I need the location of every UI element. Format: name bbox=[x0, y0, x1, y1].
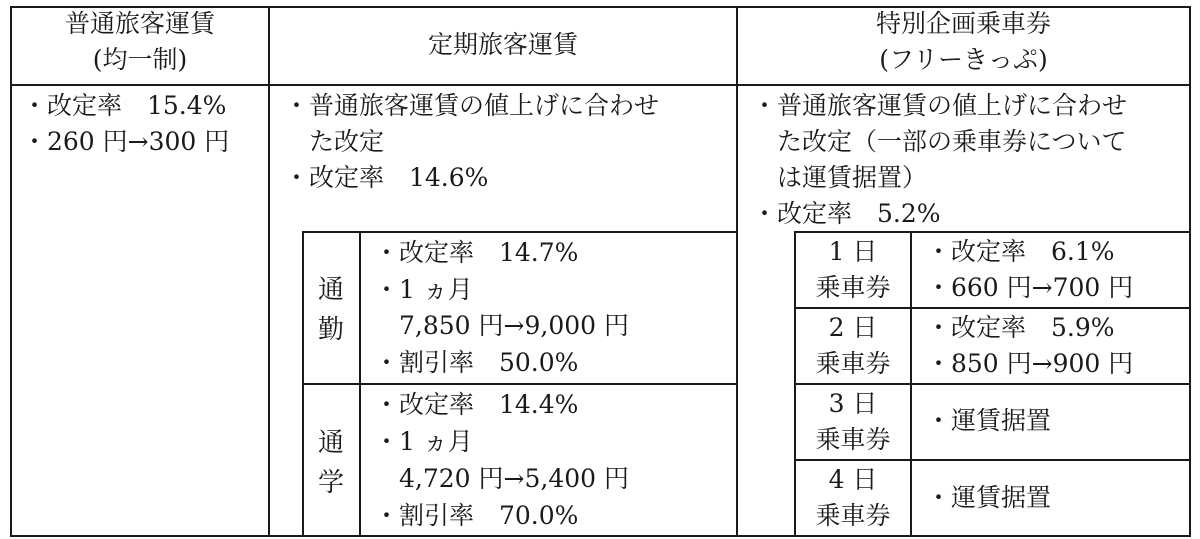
ticket-label-line: 乗車券 bbox=[815, 425, 891, 454]
ticket-3day-items bbox=[926, 403, 1051, 439]
column-divider-1 bbox=[268, 6, 270, 537]
school-pass-line: ・改定率 14.4% bbox=[374, 390, 579, 419]
ticket-label-line: 3 日 bbox=[828, 389, 878, 418]
ticket-1day-label bbox=[796, 234, 910, 306]
commuter-summary bbox=[284, 88, 659, 196]
ticket-1day-items bbox=[926, 234, 1133, 306]
ticket-label-line: 乗車券 bbox=[815, 273, 891, 302]
special-summary-line: ・普通旅客運賃の値上げに合わせ bbox=[752, 91, 1128, 120]
regular-price-change: ・260 円→300 円 bbox=[22, 127, 230, 156]
regular-rate: ・改定率 15.4% bbox=[22, 91, 227, 120]
ticket-label-line: 1 日 bbox=[828, 237, 878, 266]
ticket-item-line: ・改定率 5.9% bbox=[926, 313, 1115, 342]
special-inner-row2 bbox=[794, 383, 1190, 385]
work-pass-line: ・割引率 50.0% bbox=[374, 347, 579, 377]
school-pass-line: ・1 ヵ月 bbox=[374, 427, 473, 456]
work-pass-line: ・1 ヵ月 bbox=[374, 274, 473, 304]
commuter-inner-mid bbox=[302, 383, 737, 385]
commuter-summary-line: た改定 bbox=[284, 127, 385, 156]
work-label-char: 通 bbox=[317, 275, 344, 305]
header-divider bbox=[10, 84, 1191, 86]
school-pass-line: 4,720 円→5,400 円 bbox=[374, 464, 629, 493]
special-summary-line: ・改定率 5.2% bbox=[752, 199, 941, 228]
ticket-item-line: ・850 円→900 円 bbox=[926, 349, 1134, 378]
work-pass-items bbox=[374, 235, 629, 381]
header-special-title: 特別企画乗車券 bbox=[875, 9, 1051, 38]
regular-fare-items bbox=[22, 88, 229, 160]
school-pass-line: ・割引率 70.0% bbox=[374, 501, 579, 530]
special-summary-line: は運賃据置） bbox=[752, 163, 928, 192]
header-regular-sub: (均一制) bbox=[92, 45, 188, 74]
ticket-item-line: ・運賃据置 bbox=[926, 483, 1052, 512]
ticket-label-line: 4 日 bbox=[828, 465, 878, 494]
ticket-2day-items bbox=[926, 310, 1133, 382]
work-pass-line: 7,850 円→9,000 円 bbox=[374, 311, 629, 340]
header-commuter-fare bbox=[270, 27, 736, 63]
school-pass-items bbox=[374, 386, 629, 534]
work-label-char: 勤 bbox=[317, 315, 344, 345]
ticket-4day-label bbox=[796, 462, 910, 534]
ticket-label-line: 乗車券 bbox=[815, 349, 891, 378]
commuter-summary-line: ・普通旅客運賃の値上げに合わせ bbox=[284, 91, 660, 120]
school-label-char: 通 bbox=[317, 428, 344, 458]
column-divider-2 bbox=[736, 6, 738, 537]
ticket-item-line: ・運賃据置 bbox=[926, 406, 1052, 435]
ticket-item-line: ・660 円→700 円 bbox=[926, 273, 1134, 302]
work-pass-line: ・改定率 14.7% bbox=[374, 238, 579, 267]
ticket-label-line: 2 日 bbox=[828, 313, 878, 342]
ticket-item-line: ・改定率 6.1% bbox=[926, 237, 1115, 266]
header-commuter-title: 定期旅客運賃 bbox=[427, 30, 578, 59]
header-regular-title: 普通旅客運賃 bbox=[64, 9, 215, 38]
header-regular-fare bbox=[12, 6, 268, 78]
special-summary-line: た改定（一部の乗車券について bbox=[752, 127, 1127, 156]
ticket-4day-items bbox=[926, 480, 1051, 516]
table-border-bottom bbox=[10, 535, 1191, 537]
school-label-char: 学 bbox=[317, 468, 344, 498]
special-summary bbox=[752, 88, 1127, 232]
ticket-3day-label bbox=[796, 386, 910, 458]
header-special-sub: (フリーきっぷ) bbox=[879, 45, 1048, 74]
commuter-inner-top bbox=[302, 231, 737, 233]
special-inner-row1 bbox=[794, 307, 1190, 309]
ticket-2day-label bbox=[796, 310, 910, 382]
special-inner-row3 bbox=[794, 459, 1190, 461]
ticket-label-line: 乗車券 bbox=[815, 501, 891, 530]
header-special-ticket bbox=[738, 6, 1189, 78]
commuter-summary-line: ・改定率 14.6% bbox=[284, 163, 489, 192]
